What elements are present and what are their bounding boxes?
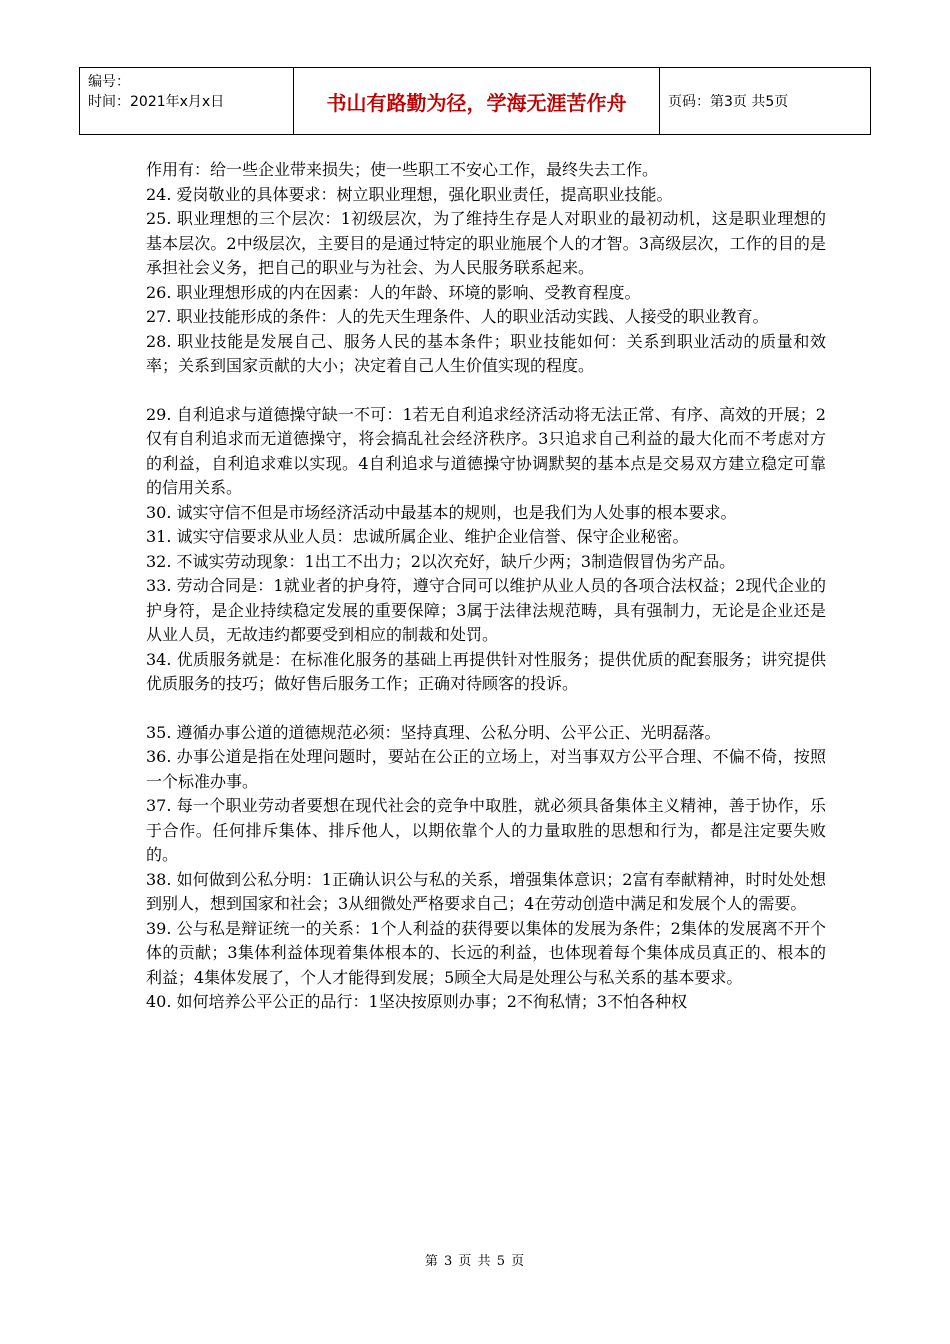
- document-body: [146, 158, 826, 1015]
- paragraph: 25. 职业理想的三个层次：1初级层次，为了维持生存是人对职业的最初动机，这是职业理想的基本层次。2中级层次，主要目的是通过特定的职业施展个人的才智。3高级层次，工作的目的是承担社会义务，把自己的职业与为社会、为人民服务联系起来。: [146, 209, 826, 277]
- date-label: 时间：2021年x月x日: [88, 94, 225, 110]
- paragraph: 34. 优质服务就是：在标准化服务的基础上再提供针对性服务；提供优质的配套服务；讲究提供优质服务的技巧；做好售后服务工作；正确对待顾客的投诉。: [146, 649, 826, 693]
- paragraph: 32. 不诚实劳动现象：1出工不出力；2以次充好，缺斤少两；3制造假冒伪劣产品。: [146, 551, 736, 571]
- paragraph: 38. 如何做到公私分明：1正确认识公与私的关系，增强集体意识；2富有奉献精神，时时处处想到别人，想到国家和社会；3从细微处严格要求自己；4在劳动创造中满足和发展个人的需要。: [146, 869, 826, 913]
- page-footer: 第 3 页 共 5 页: [424, 1254, 526, 1269]
- header-page-number: 页码：第3页 共5页: [660, 68, 871, 135]
- paragraph: 39. 公与私是辩证统一的关系：1个人利益的获得要以集体的发展为条件；2集体的发展离不开个体的贡献；3集体利益体现着集体根本的、长远的利益，也体现着每个集体成员真正的、根本的利益；4集体发展了，个人才能得到发展；5顾全大局是处理公与私关系的基本要求。: [146, 918, 826, 987]
- paragraph: 29. 自利追求与道德操守缺一不可：1若无自利追求经济活动将无法正常、有序、高效的开展；2仅有自利追求而无道德操守，将会搞乱社会经济秩序。3只追求自己利益的最大化而不考虑对方的利益，自利追求难以实现。4自利追求与道德操守协调默契的基本点是交易双方建立稳定可靠的信用关系。: [146, 404, 826, 497]
- paragraph: 33. 劳动合同是：1就业者的护身符，遵守合同可以维护从业人员的各项合法权益；2现代企业的护身符，是企业持续稳定发展的重要保障；3属于法律法规范畴，具有强制力，无论是企业还是从业人员，无故违约都要受到相应的制裁和处罚。: [146, 576, 826, 644]
- paragraph: 30. 诚实守信不但是市场经济活动中最基本的规则，也是我们为人处事的根本要求。: [146, 502, 737, 522]
- paragraph: 24. 爱岗敬业的具体要求：树立职业理想，强化职业责任，提高职业技能。: [146, 184, 673, 204]
- paragraph: 37. 每一个职业劳动者要想在现代社会的竞争中取胜，就必须具备集体主义精神，善于协作，乐于合作。任何排斥集体、排斥他人，以期依靠个人的力量取胜的思想和行为，都是注定要失败的。: [146, 796, 826, 864]
- paragraph: 作用有：给一些企业带来损失；使一些职工不安心工作，最终失去工作。: [146, 160, 659, 179]
- paragraph: 26. 职业理想形成的内在因素：人的年龄、环境的影响、受教育程度。: [146, 282, 641, 302]
- paragraph: 31. 诚实守信要求从业人员：忠诚所属企业、维护企业信誉、保守企业秘密。: [146, 527, 689, 546]
- paragraph: 40. 如何培养公平公正的品行：1坚决按原则办事；2不徇私情；3不怕各种权: [146, 992, 688, 1011]
- serial-number-label: 编号：: [88, 74, 130, 90]
- header-motto: 书山有路勤为径，学海无涯苦作舟: [294, 68, 660, 135]
- header-meta-cell: [80, 68, 294, 135]
- paragraph: 35. 遵循办事公道的道德规范必须：坚持真理、公私分明、公平公正、光明磊落。: [146, 722, 721, 742]
- paragraph: 27. 职业技能形成的条件：人的先天生理条件、人的职业活动实践、人接受的职业教育。: [146, 307, 769, 326]
- paragraph: 36. 办事公道是指在处理问题时，要站在公正的立场上，对当事双方公平合理、不偏不倚，按照一个标准办事。: [146, 747, 826, 791]
- document-header: [79, 67, 871, 135]
- paragraph: 28. 职业技能是发展自己、服务人民的基本条件；职业技能如何：关系到职业活动的质量和效率；关系到国家贡献的大小；决定着自己人生价值实现的程度。: [146, 331, 826, 375]
